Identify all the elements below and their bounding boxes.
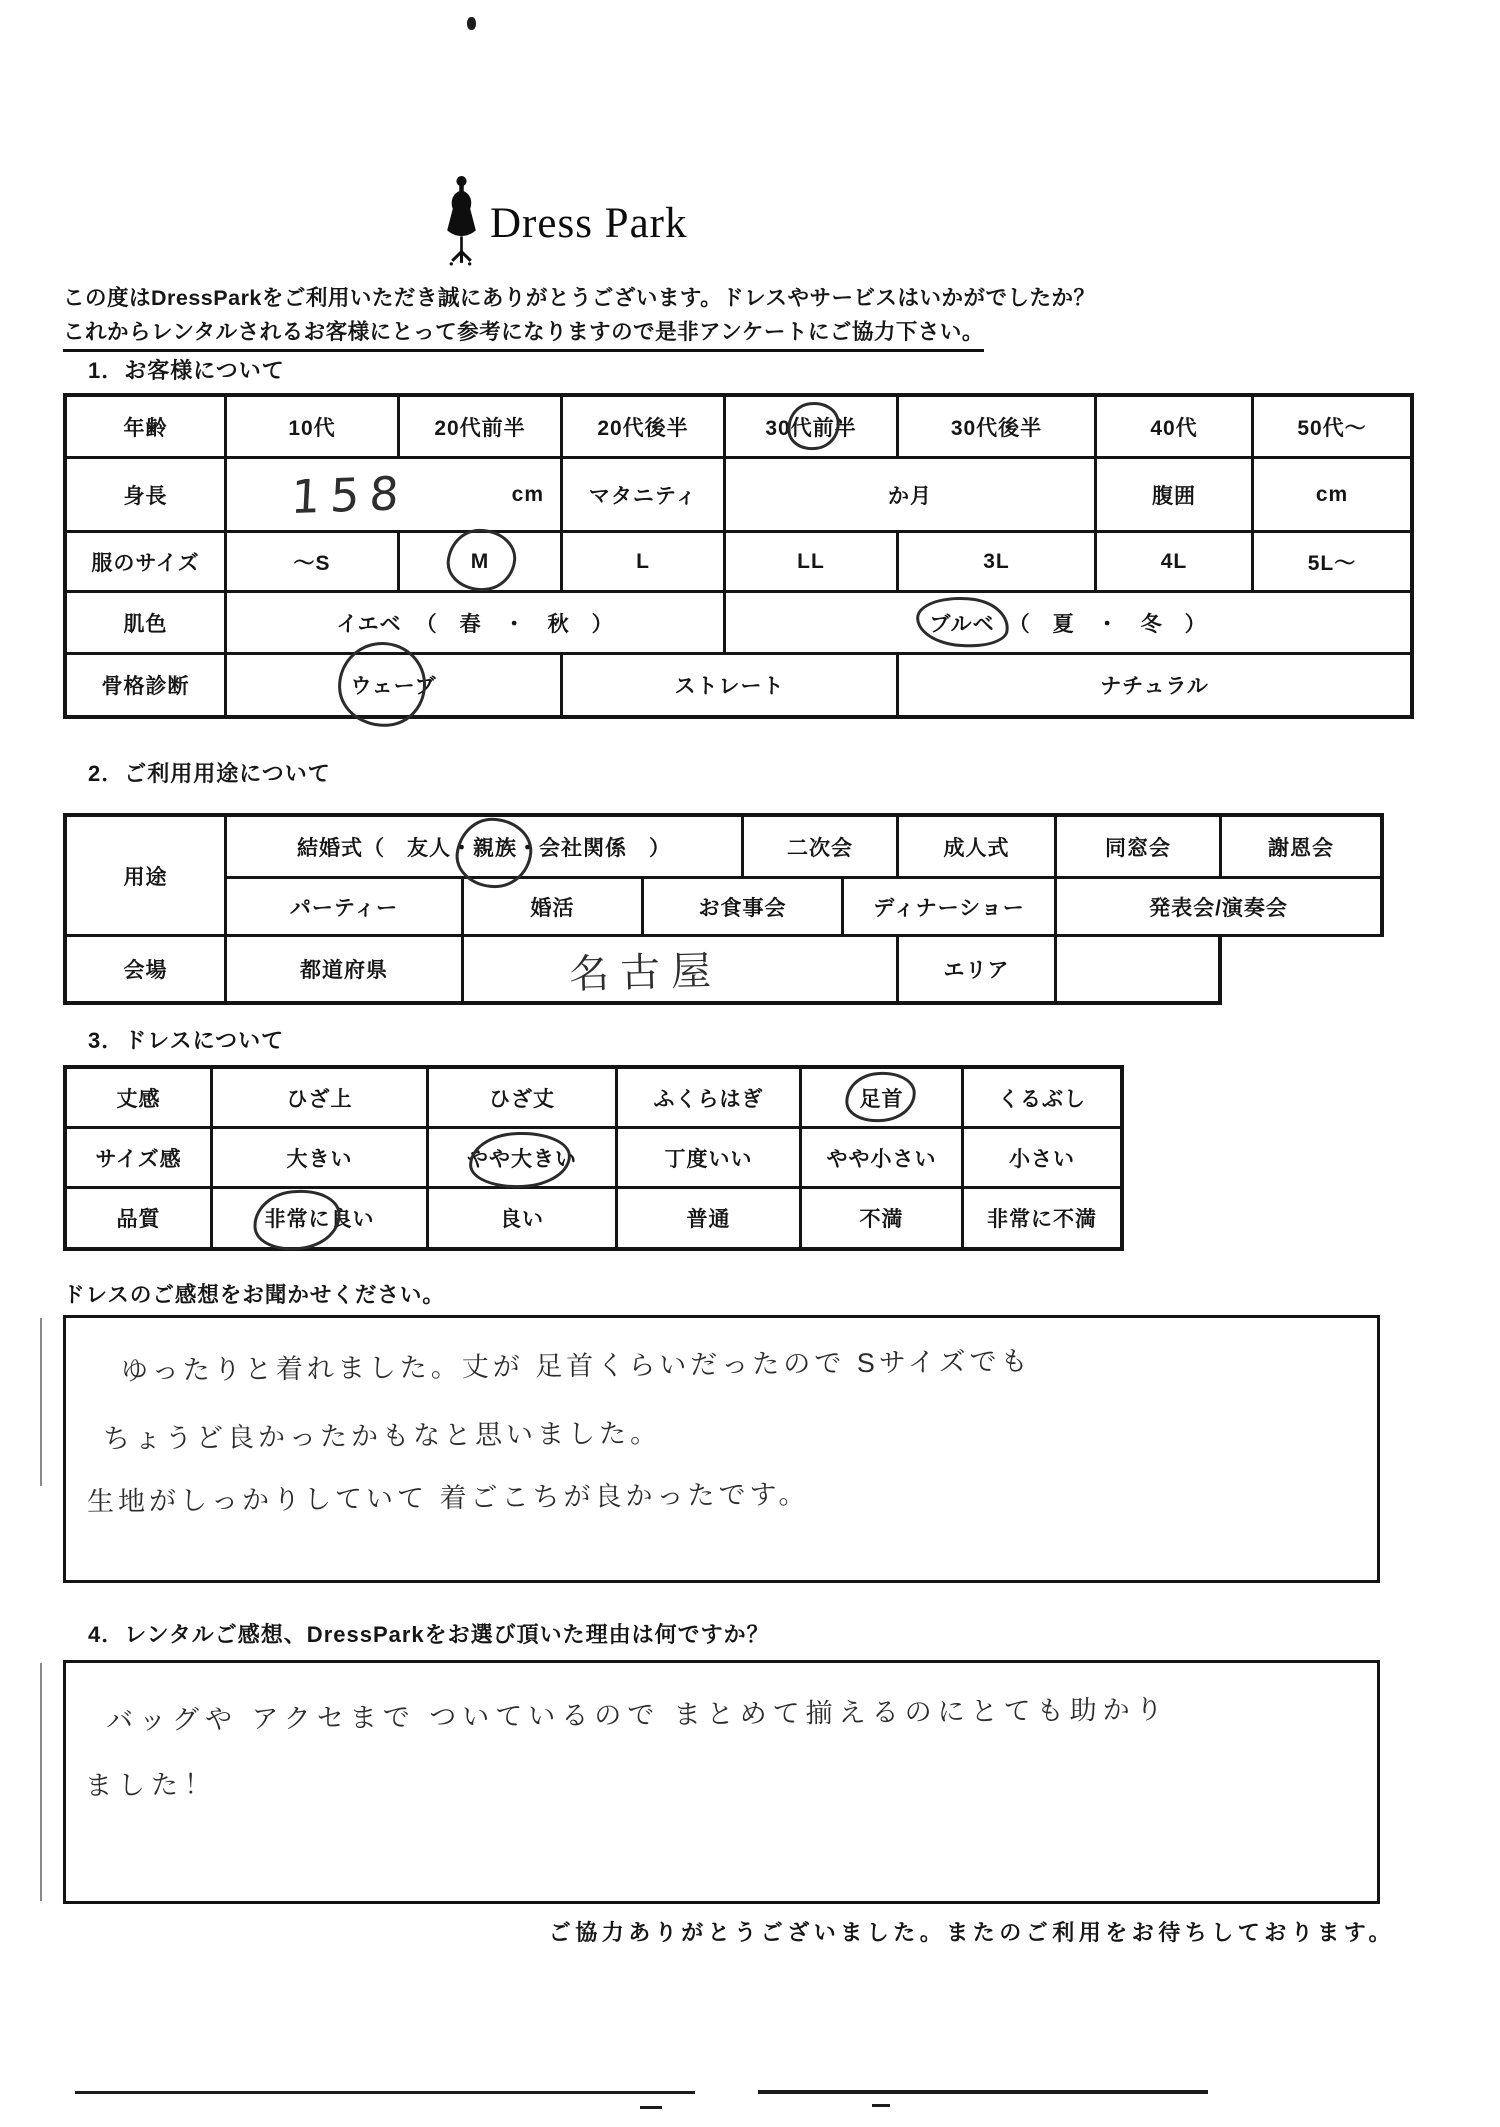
quality-option-selected xyxy=(213,1189,429,1251)
purpose-option: 同窓会 xyxy=(1057,817,1222,879)
frame-row xyxy=(67,655,1414,719)
handwritten-line: 生地がしっかりしていて 着ごこちが良かったです。 xyxy=(86,1479,810,1517)
scan-artifact-dash xyxy=(872,2104,890,2107)
purpose-option: パーティー xyxy=(227,879,464,937)
scan-artifact-line xyxy=(75,2091,695,2094)
age-option: 40代 xyxy=(1097,397,1254,459)
quality-option: 非常に不満 xyxy=(964,1189,1124,1251)
age-option-selected xyxy=(726,397,899,459)
selection-circle: M xyxy=(470,549,490,573)
length-row xyxy=(67,1069,1124,1129)
section4-heading: 4．レンタルご感想、DressParkをお選び頂いた理由は何ですか？ xyxy=(88,1622,770,1647)
rental-feedback-box xyxy=(63,1660,1380,1904)
brand-logo xyxy=(443,174,688,273)
handwritten-line: ゆったりと着れました。丈が 足首くらいだったので Sサイズでも xyxy=(120,1346,1032,1386)
months-label: か月 xyxy=(726,459,1097,533)
length-option: ひざ丈 xyxy=(429,1069,618,1129)
customer-table xyxy=(63,393,1414,719)
skin-row xyxy=(67,593,1414,655)
size-option: 3L xyxy=(899,533,1097,593)
size-row xyxy=(67,533,1414,593)
venue-label: 会場 xyxy=(67,937,227,1005)
frame-option: ナチュラル xyxy=(899,655,1414,719)
quality-option: 普通 xyxy=(618,1189,802,1251)
selection-circle: ウェーブ xyxy=(350,670,436,700)
height-value-cell xyxy=(227,459,563,533)
handwritten-line: バッグや アクセまで ついているので まとめて揃えるのにとても助かり xyxy=(105,1694,1169,1736)
area-value-cell xyxy=(1057,937,1222,1005)
scan-artifact-line xyxy=(40,1663,42,1901)
selection-circle: やや大きい xyxy=(467,1143,577,1173)
purpose-option: 二次会 xyxy=(744,817,899,879)
venue-row xyxy=(67,937,1222,1005)
selection-circle: 足首 xyxy=(860,1083,904,1113)
fit-option: 大きい xyxy=(213,1129,429,1189)
length-option: ひざ上 xyxy=(213,1069,429,1129)
selection-circle: 非常に良い xyxy=(265,1203,375,1233)
size-option: L xyxy=(563,533,726,593)
intro-line-2: これからレンタルされるお客様にとって参考になりますので是非アンケートにご協力下さい。 xyxy=(63,315,984,352)
selection-circle: ブルベ xyxy=(929,608,994,638)
size-label: 服のサイズ xyxy=(67,533,227,593)
purpose-option: お食事会 xyxy=(644,879,844,937)
length-label: 丈感 xyxy=(67,1069,213,1129)
quality-option: 良い xyxy=(429,1189,618,1251)
intro-line-1: この度はDressParkをご利用いただき誠にありがとうございます。ドレスやサービスはいかがでしたか？ xyxy=(63,286,1096,310)
usage-table xyxy=(63,813,1384,1005)
age-row xyxy=(67,397,1414,459)
prefecture-label: 都道府県 xyxy=(227,937,464,1005)
scan-artifact-dot xyxy=(467,17,476,30)
handwritten-line: ました！ xyxy=(84,1769,218,1801)
skin-label: 肌色 xyxy=(67,593,227,655)
waist-unit: cm xyxy=(1254,459,1414,533)
fit-option: 小さい xyxy=(964,1129,1124,1189)
purpose-label: 用途 xyxy=(67,817,227,937)
section3-heading: 3．ドレスについて xyxy=(88,1028,285,1053)
fit-option: やや小さい xyxy=(802,1129,964,1189)
dress-feedback-label: ドレスのご感想をお聞かせください。 xyxy=(63,1283,445,1307)
purpose-option: ディナーショー xyxy=(844,879,1057,937)
section2-heading: 2．ご利用用途について xyxy=(88,761,331,786)
height-label: 身長 xyxy=(67,459,227,533)
age-option: 20代前半 xyxy=(400,397,563,459)
quality-option: 不満 xyxy=(802,1189,964,1251)
fit-option-selected xyxy=(429,1129,618,1189)
selection-circle: 30代前半 xyxy=(765,412,856,442)
waist-label: 腹囲 xyxy=(1097,459,1254,533)
dress-feedback-box xyxy=(63,1315,1380,1583)
height-unit: cm xyxy=(511,482,544,506)
age-option: 50代～ xyxy=(1254,397,1414,459)
purpose-option: 謝恩会 xyxy=(1222,817,1384,879)
fit-row xyxy=(67,1129,1124,1189)
purpose-option: 発表会/演奏会 xyxy=(1057,879,1384,937)
frame-label: 骨格診断 xyxy=(67,655,227,719)
skin-option-warm: イエベ （ 春 ・ 秋 ） xyxy=(227,593,726,655)
frame-option-selected xyxy=(227,655,563,719)
purpose-row-1 xyxy=(227,817,1384,879)
selection-circle: 親族 xyxy=(473,832,517,862)
prefecture-value-cell xyxy=(464,937,899,1005)
scan-artifact-line xyxy=(758,2090,1208,2094)
maternity-label: マタニティ xyxy=(563,459,726,533)
size-option: 5L～ xyxy=(1254,533,1414,593)
closing-message: ご協力ありがとうございました。またのご利用をお待ちしております。 xyxy=(548,1920,1395,1945)
purpose-row-2 xyxy=(227,879,1384,937)
height-handwritten-value: 158 xyxy=(289,465,411,524)
size-option: LL xyxy=(726,533,899,593)
size-option: 4L xyxy=(1097,533,1254,593)
quality-row xyxy=(67,1189,1124,1251)
size-option-selected xyxy=(400,533,563,593)
length-option: くるぶし xyxy=(964,1069,1124,1129)
length-option-selected xyxy=(802,1069,964,1129)
purpose-option: 成人式 xyxy=(899,817,1057,879)
height-row xyxy=(67,459,1414,533)
scan-artifact-dash xyxy=(640,2106,662,2109)
purpose-rows xyxy=(67,817,1384,937)
age-option: 10代 xyxy=(227,397,400,459)
age-option: 30代後半 xyxy=(899,397,1097,459)
length-option: ふくらはぎ xyxy=(618,1069,802,1129)
handwritten-line: ちょうど良かったかもなと思いました。 xyxy=(102,1418,662,1454)
purpose-option: 婚活 xyxy=(464,879,644,937)
dress-table xyxy=(63,1065,1124,1251)
fit-option: 丁度いい xyxy=(618,1129,802,1189)
age-option: 20代後半 xyxy=(563,397,726,459)
fit-label: サイズ感 xyxy=(67,1129,213,1189)
skin-option-cool-selected: ブルベ （ 夏 ・ 冬 ） xyxy=(726,593,1414,655)
size-option: ～S xyxy=(227,533,400,593)
area-label: エリア xyxy=(899,937,1057,1005)
frame-option: ストレート xyxy=(563,655,899,719)
section1-heading: 1．お客様について xyxy=(88,358,285,383)
quality-label: 品質 xyxy=(67,1189,213,1251)
prefecture-handwritten-value: 名古屋 xyxy=(568,947,723,998)
brand-name: Dress Park xyxy=(490,200,688,247)
age-label: 年齢 xyxy=(67,397,227,459)
dress-form-icon xyxy=(443,174,480,273)
scan-artifact-line xyxy=(40,1318,42,1486)
purpose-option-wedding: 結婚式（ 友人・ 親族 ・会社関係 ） xyxy=(227,817,744,879)
